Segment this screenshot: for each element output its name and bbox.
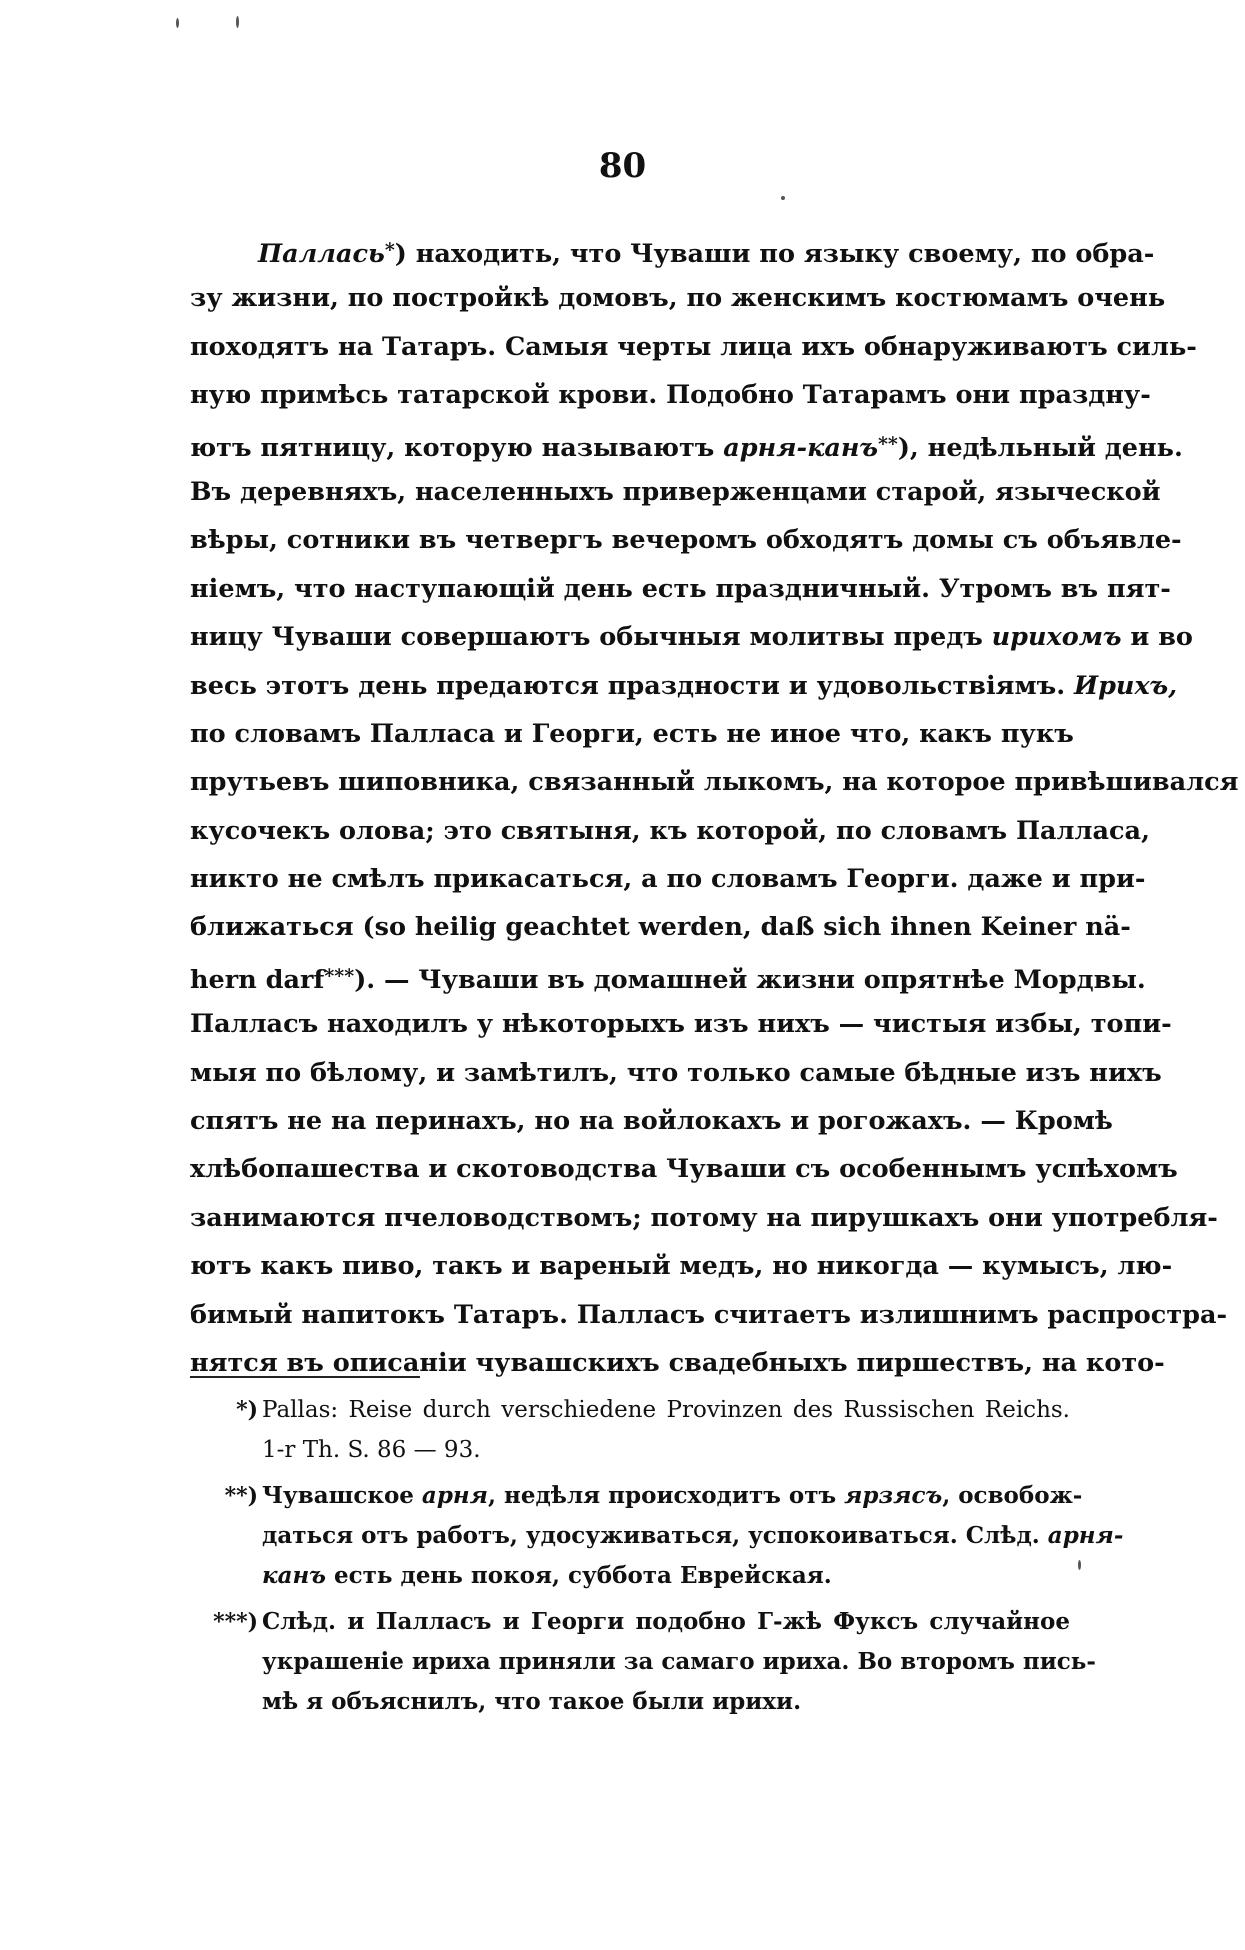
text-line <box>190 613 1193 661</box>
scan-speck <box>1078 1560 1081 1570</box>
text-run: Въ деревняхъ, населенныхъ приверженцами старой, языческой <box>190 476 1161 507</box>
text-run: ближаться ( <box>190 912 375 943</box>
text-run: есть день покоя, суббота Еврейская. <box>325 1562 832 1589</box>
text-run: ютъ пятницу, которую называютъ <box>190 432 724 463</box>
text-line <box>190 371 1151 419</box>
text-line <box>190 758 1239 806</box>
text-run-it: Ирихъ, <box>1073 670 1178 701</box>
text-run: и во <box>1121 622 1193 653</box>
text-line <box>190 855 1146 903</box>
text-line <box>190 662 1178 710</box>
text-run: зу жизни, по постройкѣ домовъ, по женскимъ костюмамъ очень <box>190 283 1166 314</box>
footnote-line <box>262 1682 1070 1722</box>
text-line <box>190 468 1161 516</box>
text-line <box>190 952 1146 1000</box>
text-run: Слѣд. и Палласъ и Георги подобно Г-жѣ Фуксъ случайное <box>262 1608 1070 1635</box>
scan-speck <box>781 196 785 200</box>
text-run-it: ирихомъ <box>991 622 1122 653</box>
footnote-line <box>262 1390 1070 1430</box>
footnotes <box>190 1390 1124 1728</box>
text-run: ) находить, что Чуваши по языку своему, по обра- <box>394 239 1155 269</box>
footnote-mark: ***) <box>213 1609 258 1635</box>
text-line <box>190 903 1131 951</box>
footnote-line <box>262 1516 1124 1556</box>
text-line <box>190 323 1197 371</box>
text-run: нятся въ описаніи чувашскихъ свадебныхъ пиршествъ, на кото- <box>190 1347 1165 1378</box>
text-run-it: Паллась <box>258 239 385 269</box>
text-run: ницу Чуваши совершаютъ обычныя молитвы предъ <box>190 622 992 653</box>
footnote <box>190 1390 1070 1470</box>
text-line <box>190 807 1150 855</box>
text-run: , недѣля происходитъ отъ <box>487 1482 845 1509</box>
text-run: ). — Чуваши въ домашней жизни опрятнѣе Мордвы. <box>354 964 1146 995</box>
scan-speck <box>236 16 239 28</box>
footnote-line <box>262 1642 1096 1682</box>
text-run-sup: * <box>384 239 395 261</box>
text-run-latin: 1-r Th. S. 86 — 93. <box>262 1437 481 1463</box>
text-run: занимаются пчеловодствомъ; потому на пирушкахъ они употребля- <box>190 1202 1218 1233</box>
text-run-latin: Pallas: Reise durch verschiedene Provinzen des Russischen Reichs. <box>262 1397 1070 1423</box>
footnote-line <box>262 1430 1070 1470</box>
text-line <box>190 226 1155 274</box>
text-line <box>190 420 1183 468</box>
text-line <box>190 1242 1173 1290</box>
footnote-line <box>262 1476 1083 1516</box>
text-run: мыя по бѣлому, и замѣтилъ, что только самые бѣдные изъ нихъ <box>190 1057 1162 1088</box>
text-run: , освобож- <box>942 1482 1083 1509</box>
text-run: хлѣбопашества и скотоводства Чуваши съ особеннымъ успѣхомъ <box>190 1154 1178 1185</box>
text-run-it: арня- <box>1047 1522 1124 1549</box>
text-run-fraktur: so heilig geachtet werden, daß sich ihnen Keiner nä- <box>374 912 1131 943</box>
text-run: даться отъ работъ, удосуживаться, успокоиваться. Слѣд. <box>262 1522 1048 1549</box>
text-line <box>190 710 1074 758</box>
text-run-fraktur: hern darf <box>190 964 325 995</box>
text-line <box>190 1291 1228 1339</box>
text-run: никто не смѣлъ прикасаться, а по словамъ Георги. даже и при- <box>190 864 1146 895</box>
footnote <box>190 1476 1124 1596</box>
text-line <box>190 1049 1162 1097</box>
text-line <box>190 1097 1113 1145</box>
scan-speck <box>176 18 179 28</box>
text-run: по словамъ Палласа и Георги, есть не иное что, какъ пукъ <box>190 718 1074 749</box>
text-run-it: канъ <box>262 1562 326 1589</box>
text-run-sup: *** <box>324 964 355 987</box>
footnote-mark: *) <box>236 1397 258 1423</box>
footnote-line <box>262 1556 1070 1596</box>
text-run: весь этотъ день предаются праздности и удовольствіямъ. <box>190 670 1074 701</box>
footnote-mark: **) <box>224 1483 258 1509</box>
text-run: ), недѣльный день. <box>897 432 1183 463</box>
text-run: украшеніе ириха приняли за самаго ириха. Во второмъ пись- <box>262 1648 1096 1675</box>
text-line <box>190 565 1171 613</box>
text-run: спятъ не на перинахъ, но на войлокахъ и рогожахъ. — Кромѣ <box>190 1106 1113 1137</box>
text-run: прутьевъ шиповника, связанный лыкомъ, на которое привѣшивался <box>190 767 1239 798</box>
text-run: Палласъ находилъ у нѣкоторыхъ изъ нихъ — чистыя избы, топи- <box>190 1009 1172 1040</box>
text-line <box>190 1145 1178 1193</box>
body-paragraph <box>190 226 1239 1387</box>
text-run: бимый напитокъ Татаръ. Палласъ считаетъ излишнимъ распростра- <box>190 1299 1228 1330</box>
text-run: вѣры, сотники въ четвергъ вечеромъ обходятъ домы съ объявле- <box>190 525 1182 556</box>
text-run: мѣ я объяснилъ, что такое были ирихи. <box>262 1688 802 1715</box>
text-run: Чувашское <box>262 1482 422 1509</box>
text-run-sup: ** <box>877 432 898 455</box>
text-run-it: ярзясъ <box>844 1482 943 1509</box>
text-run: ніемъ, что наступающій день есть праздничный. Утромъ въ пят- <box>190 573 1171 604</box>
text-run-it: арня <box>421 1482 488 1509</box>
text-line <box>190 274 1166 322</box>
text-line <box>190 516 1182 564</box>
text-line <box>190 1194 1218 1242</box>
text-run-it: арня-канъ <box>723 432 878 463</box>
text-run: кусочекъ олова; это святыня, къ которой, по словамъ Палласа, <box>190 815 1150 846</box>
page-number: 80 <box>598 146 647 186</box>
text-run: ютъ какъ пиво, такъ и вареный медъ, но никогда — кумысъ, лю- <box>190 1251 1173 1282</box>
text-run: походятъ на Татаръ. Самыя черты лица ихъ обнаруживаютъ силь- <box>190 331 1197 362</box>
text-line <box>190 1339 1165 1387</box>
footnote-rule <box>190 1376 420 1378</box>
text-run: ную примѣсь татарской крови. Подобно Татарамъ они праздну- <box>190 380 1151 411</box>
footnote-line <box>262 1602 1070 1642</box>
footnote <box>190 1602 1096 1722</box>
text-line <box>190 1000 1172 1048</box>
